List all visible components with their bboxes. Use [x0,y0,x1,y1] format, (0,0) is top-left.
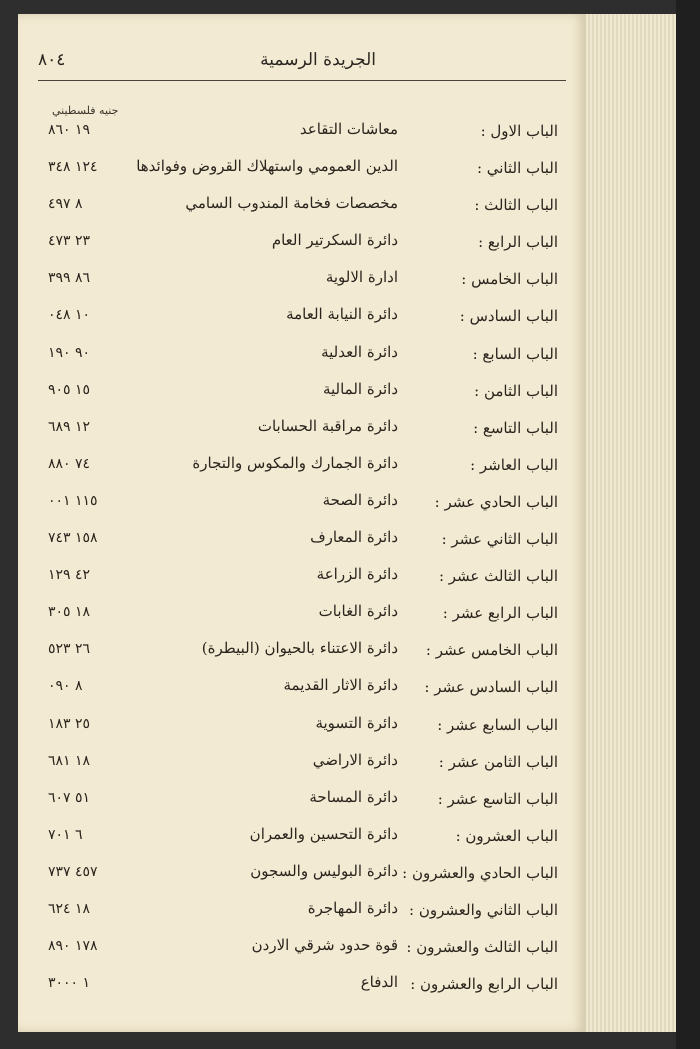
department-name: دائرة النيابة العامة [286,305,398,324]
part-label: الباب الثامن عشر : [438,752,558,771]
table-row [38,557,558,594]
part-label: الباب الثاني عشر : [441,530,558,549]
amount-value: ١٢٤ ٣٤٨ [48,159,98,176]
table-row [38,706,558,743]
table-row [38,112,558,149]
amount-value: ١٨ ٣٠٥ [48,604,91,621]
part-label: الباب السادس عشر : [424,678,558,697]
part-label: الباب التاسع عشر : [437,789,558,808]
book-cover [676,0,700,1049]
currency-heading: جنيه فلسطيني [52,104,119,117]
table-row [38,149,558,186]
table-row [38,335,558,372]
department-name: دائرة البوليس والسجون [250,861,398,880]
department-name: دائرة الاثار القديمة [283,676,398,695]
page-header [38,44,566,81]
part-label: الباب الرابع : [478,233,558,252]
table-row [38,668,558,705]
department-name: قوة حدود شرقي الاردن [251,936,398,955]
part-label: الباب الثالث عشر : [438,567,558,586]
page [18,14,586,1032]
amount-value: ٢٦ ٥٢٣ [48,641,91,658]
department-name: دائرة التسوية [315,713,398,732]
part-label: الباب العاشر : [470,455,558,474]
amount-value: ٢٥ ١٨٣ [48,715,91,732]
amount-value: ٨ ٠٩٠ [48,678,83,695]
part-label: الباب الاول : [480,122,558,140]
department-name: الدفاع [360,973,398,992]
department-name: مخصصات فخامة المندوب السامي [185,194,398,213]
department-name: دائرة الاراضي [312,750,398,769]
department-name: دائرة الصحة [322,490,398,509]
part-label: الباب الحادي والعشرون : [402,863,558,882]
amount-value: ١٠ ٠٤٨ [48,307,91,324]
amount-value: ٦ ٧٠١ [48,826,83,843]
table-row [38,780,558,817]
department-name: دائرة المهاجرة [307,898,398,917]
department-name: دائرة مراقبة الحسابات [257,416,398,435]
part-label: الباب الخامس : [461,270,558,289]
part-label: الباب الثاني : [476,159,558,178]
table-row [38,928,558,965]
table-row [38,594,558,631]
part-label: الباب السابع : [472,344,558,363]
amount-value: ٤٥٧ ٧٣٧ [48,863,98,880]
part-label: الباب الرابع والعشرون : [410,975,558,994]
table-row [38,223,558,260]
department-name: دائرة السكرتير العام [271,231,398,250]
table-row [38,260,558,297]
table-row [38,743,558,780]
part-label: الباب الثامن : [474,381,558,400]
amount-value: ١ ٣٠٠٠ [48,975,91,992]
department-name: دائرة الزراعة [316,565,398,584]
amount-value: ٧٤ ٨٨٠ [48,455,91,472]
department-name: دائرة التحسين والعمران [249,824,398,843]
table-row [38,186,558,223]
amount-value: ٥١ ٦٠٧ [48,789,91,806]
part-label: الباب الثاني والعشرون : [409,900,558,919]
part-label: الباب الثالث : [474,196,558,215]
table-row [38,965,558,1002]
table-row [38,297,558,334]
table-row [38,854,558,891]
part-label: الباب التاسع : [473,418,558,437]
department-name: دائرة المساحة [309,787,398,806]
department-name: دائرة المالية [322,379,398,398]
journal-title: الجريدة الرسمية [260,50,376,70]
table-row [38,891,558,928]
table-row [38,446,558,483]
department-name: دائرة المعارف [310,528,398,547]
amount-value: ٩٠ ١٩٠ [48,344,91,361]
part-label: الباب الخامس عشر : [425,641,558,660]
department-name: معاشات التقاعد [299,120,398,138]
part-label: الباب العشرون : [455,826,558,845]
amount-value: ٤٢ ١٢٩ [48,567,91,584]
amount-value: ٨٦ ٣٩٩ [48,270,91,287]
amount-value: ١٨ ٦٢٤ [48,900,91,917]
part-label: الباب الثالث والعشرون : [406,938,558,957]
table-row [38,631,558,668]
budget-table [38,112,558,1002]
amount-value: ١١٥ ٠٠١ [48,492,98,509]
page-edges [586,14,678,1032]
amount-value: ١٢ ٦٨٩ [48,418,91,435]
part-label: الباب السابع عشر : [437,715,558,734]
table-row [38,483,558,520]
part-label: الباب السادس : [459,307,558,326]
amount-value: ١٩ ٨٦٠ [48,122,91,138]
amount-value: ١٨ ٦٨١ [48,752,91,769]
department-name: دائرة الجمارك والمكوس والتجارة [192,453,398,472]
department-name: دائرة الغابات [318,602,398,621]
department-name: دائرة العدلية [321,342,398,361]
page-number: ٨٠٤ [38,50,66,70]
table-row [38,520,558,557]
amount-value: ١٧٨ ٨٩٠ [48,938,98,955]
amount-value: ٢٣ ٤٧٣ [48,233,91,250]
table-row [38,409,558,446]
part-label: الباب الرابع عشر : [442,604,558,623]
table-row [38,372,558,409]
amount-value: ١٥ ٩٠٥ [48,381,91,398]
amount-value: ١٥٨ ٧٤٣ [48,530,98,547]
amount-value: ٨ ٤٩٧ [48,196,83,213]
table-row [38,817,558,854]
department-name: الدين العمومي واستهلاك القروض وفوائدها [136,157,398,176]
department-name: دائرة الاعتناء بالحيوان (البيطرة) [201,639,398,658]
department-name: ادارة الالوية [325,268,398,287]
part-label: الباب الحادي عشر : [434,492,558,511]
